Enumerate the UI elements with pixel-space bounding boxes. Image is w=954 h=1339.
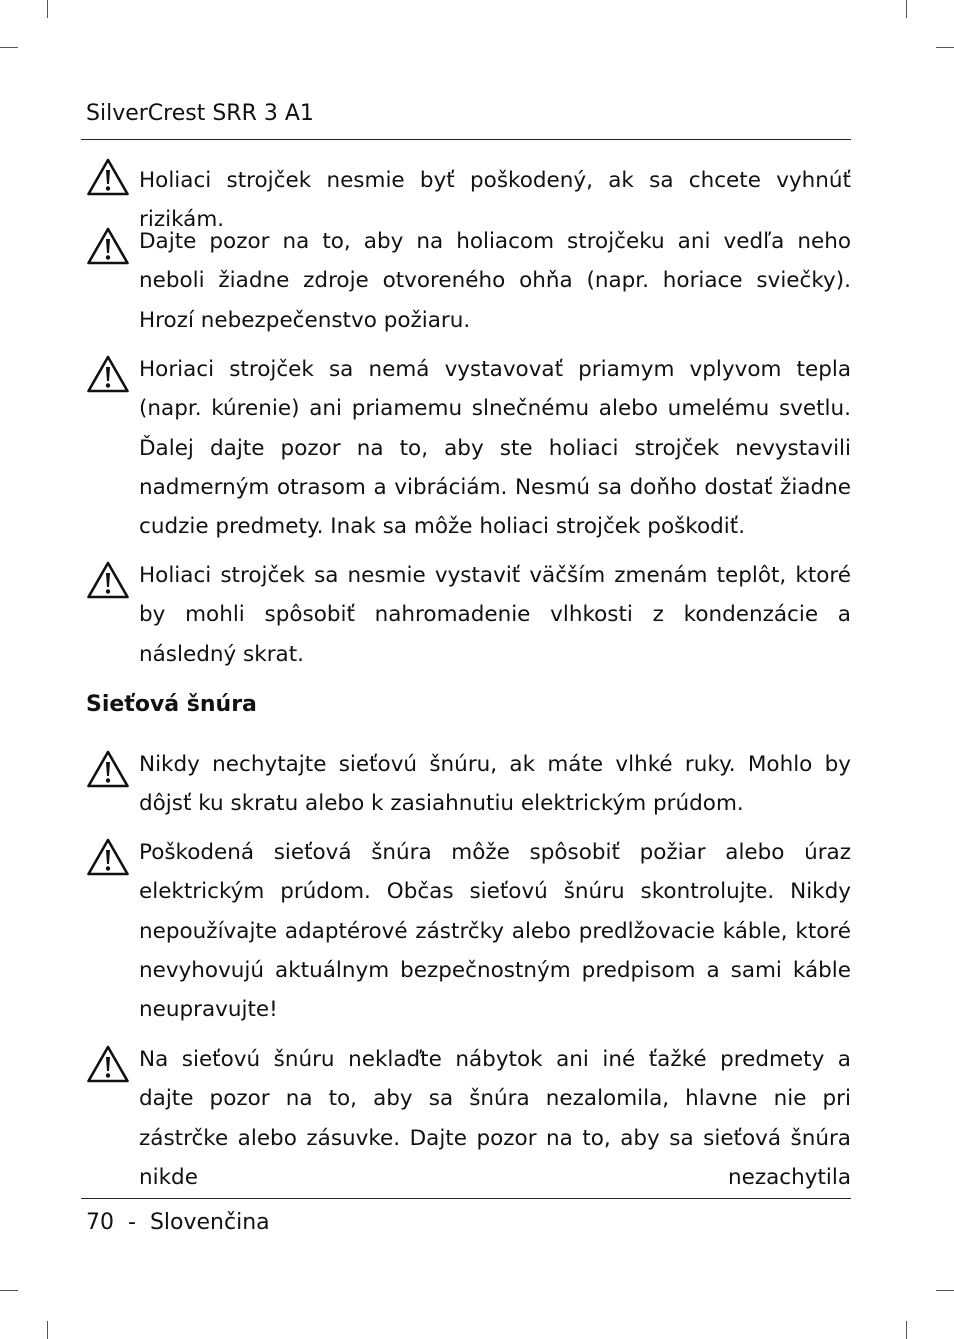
warning-item (86, 1040, 851, 1197)
header-rule (81, 139, 851, 140)
crop-mark (47, 1321, 48, 1339)
footer-language: Slovenčina (149, 1210, 270, 1235)
warning-triangle-icon (86, 354, 130, 394)
warning-item (86, 745, 851, 824)
warning-triangle-icon (86, 226, 130, 266)
crop-mark (906, 0, 907, 18)
warning-text: Na sieťovú šnúru neklaďte nábytok ani iné ťažké predmety a dajte pozor na to, aby sa šnúra nezalomila, hlavne nie pri zástrčke alebo zásuvke. Dajte pozor na to, aby sa sieťová šnúra nikde nezachytila (139, 1047, 851, 1190)
warning-triangle-icon (86, 1044, 130, 1084)
warning-text: Dajte pozor na to, aby na holiacom strojčeku ani vedľa neho neboli žiadne zdroje otvoreného ohňa (napr. horiace sviečky). Hrozí nebezpečenstvo požiaru. (139, 229, 851, 333)
warning-item (86, 833, 851, 1029)
page-number: 70 (86, 1210, 114, 1235)
crop-mark (906, 1321, 907, 1339)
warning-triangle-icon (86, 749, 130, 789)
warning-item (86, 350, 851, 546)
page-footer (86, 1206, 270, 1240)
warning-text: Horiaci strojček sa nemá vystavovať priamym vplyvom tepla (napr. kúrenie) ani priamemu slnečnému alebo umelému svetlu. Ďalej dajte pozor na to, aby ste holiaci strojček nevystavili nadmerným otrasom a vibráciám. Nesmú sa doňho dostať žiadne cudzie predmety. Inak sa môže holiaci strojček poškodiť. (139, 357, 851, 540)
warning-text: Holiaci strojček sa nesmie vystaviť väčším zmenám teplôt, ktoré by mohli spôsobiť nahromadenie vlhkosti z kondenzácie a následný skrat. (139, 563, 851, 667)
warning-text: Poškodená sieťová šnúra môže spôsobiť požiar alebo úraz elektrickým prúdom. Občas sieťovú šnúru skontrolujte. Nikdy nepoužívajte adaptérové zástrčky alebo predlžovacie káble, ktoré nevyhovujú aktuálnym bezpečnostným predpisom a sami káble neupravujte! (139, 840, 851, 1023)
crop-mark (936, 47, 954, 48)
footer-separator: - (128, 1210, 136, 1235)
warning-triangle-icon (86, 837, 130, 877)
warning-triangle-icon (86, 157, 130, 197)
warning-text: Nikdy nechytajte sieťovú šnúru, ak máte vlhké ruky. Mohlo by dôjsť ku skratu alebo k zasiahnutiu elektrickým prúdom. (139, 752, 851, 817)
warning-text: Holiaci strojček nesmie byť poškodený, ak sa chcete vyhnúť rizikám. (139, 168, 851, 233)
crop-mark (0, 47, 18, 48)
crop-mark (47, 0, 48, 18)
footer-rule (81, 1198, 851, 1199)
section-title: Sieťová šnúra (86, 692, 257, 717)
warning-item (86, 556, 851, 674)
crop-mark (936, 1290, 954, 1291)
page-header: SilverCrest SRR 3 A1 (86, 101, 314, 126)
crop-mark (0, 1290, 18, 1291)
warning-triangle-icon (86, 560, 130, 600)
warning-item (86, 222, 851, 340)
